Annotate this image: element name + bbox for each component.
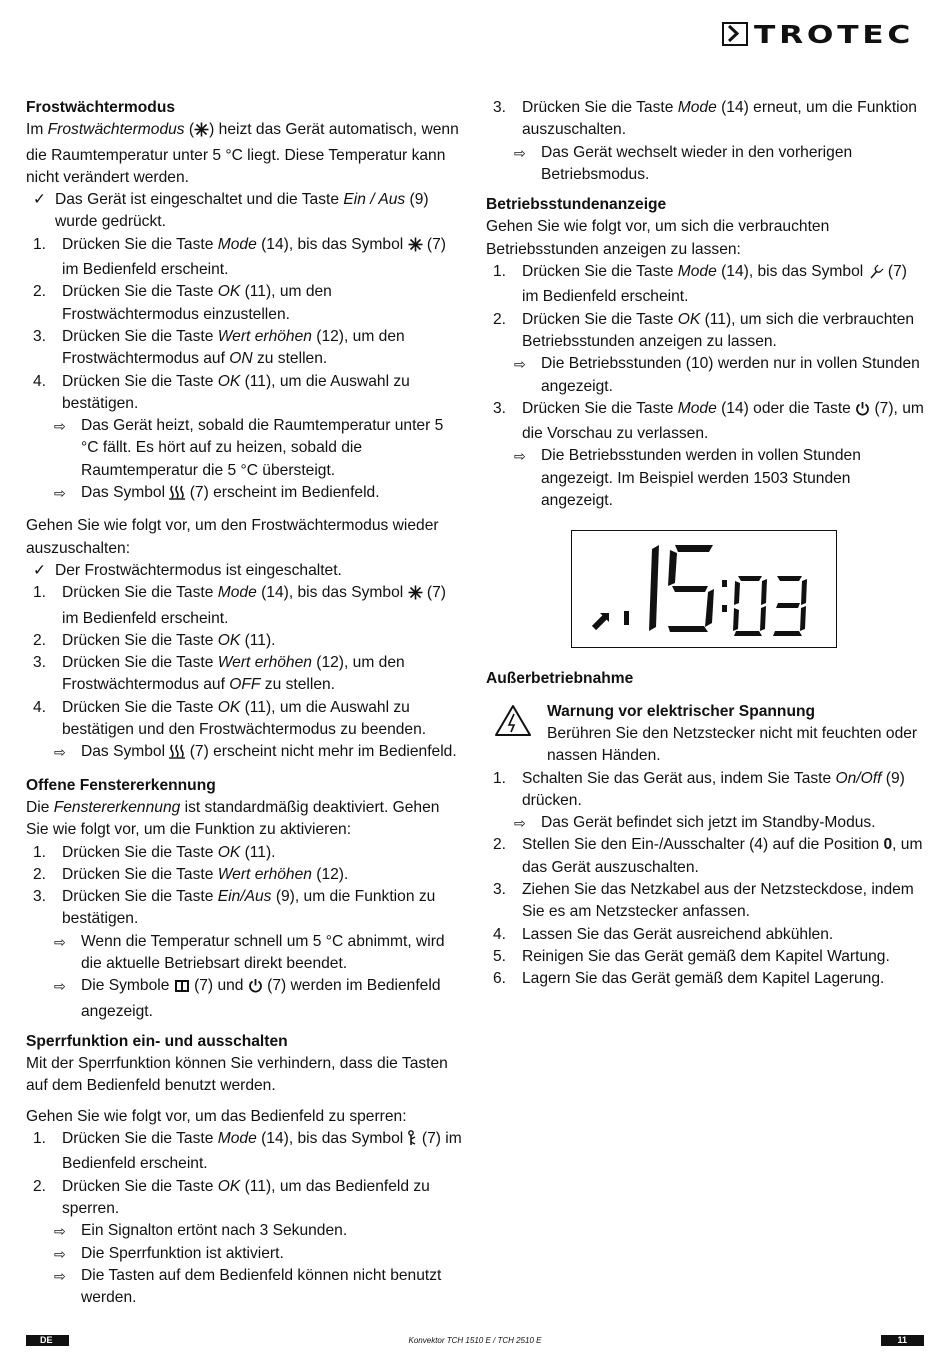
decom-step: 1. Schalten Sie das Gerät aus, indem Sie Taste On/Off (9) drücken. [493,769,905,809]
window-step: 2. Drücken Sie die Taste Wert erhöhen (12). [33,865,349,883]
lock-result: ⇨ Die Tasten auf dem Bedienfeld können nicht benutzt werden. [54,1266,442,1307]
power-icon [855,401,870,423]
frost-off-step: 4. Drücken Sie die Taste OK (11), um die Auswahl zu bestätigen und den Frostwächtermodus zu beenden. [33,698,427,739]
lock-result: ⇨ Ein Signalton ertönt nach 3 Sekunden. [26,1220,464,1242]
lock-step: 2. Drücken Sie die Taste OK (11), um das Bedienfeld zu sperren. [33,1177,430,1217]
decom-step: 6. Lagern Sie das Gerät gemäß dem Kapitel Lagerung. [493,970,885,988]
window-step: 3. Drücken Sie die Taste Ein/Aus (9), um die Funktion zu bestätigen. [33,888,436,928]
heading-lock: Sperrfunktion ein- und ausschalten [26,1032,288,1050]
result-arrow-icon: ⇨ [54,933,66,950]
frost-off-result: ⇨ Das Symbol (7) erscheint nicht mehr im Bedienfeld. [26,741,464,766]
right-column [486,97,926,991]
frost-off-step: 2. Drücken Sie die Taste OK (11). [33,631,276,649]
decom-step: 3. Ziehen Sie das Netzkabel aus der Netzsteckdose, indem Sie es am Netzstecker anfassen. [493,881,914,921]
frost-step: 3. Drücken Sie die Taste Wert erhöhen (12), um den Frostwächtermodus auf ON zu stellen. [33,327,405,368]
lcd-digit-5 [668,545,714,632]
key-icon [408,1130,418,1153]
result-arrow-icon: ⇨ [54,1245,66,1262]
heat-waves-icon [169,485,185,507]
lock-step: 1. Drücken Sie die Taste Mode (14), bis das Symbol (7) im Bedienfeld erscheint. [33,1130,462,1173]
heading-hours: Betriebsstundenanzeige [486,196,667,214]
power-icon [248,978,263,1000]
lock-result: ⇨ Das Gerät wechselt wieder in den vorherigen Betriebsmodus. [514,143,853,183]
footer-page-number: 11 [897,1335,907,1345]
lock-step: 3. Drücken Sie die Taste Mode (14) erneut, um die Funktion auszuschalten. [493,99,917,139]
lcd-wrench-indicator-icon [594,613,609,628]
frost-step: 1. Drücken Sie die Taste Mode (14), bis das Symbol (7) im Bedienfeld erscheint. [33,235,446,279]
snowflake-icon [408,237,423,259]
frost-off-precondition: ✓ Der Frostwächtermodus ist eingeschaltet. [26,560,464,582]
decom-step: 4. Lassen Sie das Gerät ausreichend abkühlen. [493,925,834,943]
trotec-logo [722,20,924,48]
result-arrow-icon: ⇨ [514,356,526,373]
hours-step: 3. Drücken Sie die Taste Mode (14) oder die Taste (7), um die Vorschau zu verlassen. [493,399,924,443]
heading-frost: Frostwächtermodus [26,99,176,116]
heading-decommission: Außerbetriebnahme [486,670,634,688]
frost-step: 4. Drücken Sie die Taste OK (11), um die Auswahl zu bestätigen. [33,372,410,412]
window-result: ⇨ Die Symbole (7) und (7) werden im Bedienfeld angezeigt. [54,977,441,1020]
open-window-icon [174,978,190,1000]
window-intro: Die Fenstererkennung ist standardmäßig deaktiviert. Gehen Sie wie folgt vor, um die Funktion zu aktivieren: [26,798,440,839]
result-arrow-icon: ⇨ [514,144,526,161]
logo-text: TROTEC [753,19,915,49]
frost-off-intro: Gehen Sie wie folgt vor, um den Frostwächtermodus wieder auszuschalten: [26,517,439,557]
result-arrow-icon: ⇨ [54,978,66,995]
frost-result: ⇨ Das Symbol (7) erscheint im Bedienfeld. [26,482,464,507]
lock-intro-2: Gehen Sie wie folgt vor, um das Bedienfeld zu sperren: [26,1107,407,1125]
footer-title: Konvektor TCH 1510 E / TCH 2510 E [69,1335,881,1346]
lcd-digit-3 [773,576,807,636]
heading-window: Offene Fenstererkennung [26,776,216,794]
wrench-icon [868,264,884,286]
frost-result: ⇨ Das Gerät heizt, sobald die Raumtemperatur unter 5 °C fällt. Es hört auf zu heizen, sobald die Raumtemperatur die 5 °C übersteigt. [54,417,444,479]
footer-language: DE [40,1335,53,1345]
result-arrow-icon: ⇨ [54,1267,66,1284]
result-arrow-icon: ⇨ [54,744,66,761]
snowflake-icon [194,122,209,144]
result-arrow-icon: ⇨ [54,418,66,435]
warning-title: Warnung vor elektrischer Spannung [547,702,816,720]
checkmark-icon: ✓ [33,191,47,209]
frost-step: 2. Drücken Sie die Taste OK (11), um den Frostwächtermodus einzustellen. [33,283,332,323]
checkmark-icon: ✓ [33,561,47,579]
hours-result: ⇨ Die Betriebsstunden werden in vollen Stunden angezeigt. Im Beispiel werden 1503 Stunden angezeigt. [514,447,861,510]
electrical-warning [486,701,926,768]
result-arrow-icon: ⇨ [54,485,66,502]
frost-intro: Im Frostwächtermodus ( ) heizt das Gerät automatisch, wenn die Raumtemperatur unter 5 °C liegt. Diese Temperatur kann nicht verändert werden. [26,121,459,186]
left-column [26,97,464,1309]
snowflake-icon [408,585,423,607]
lock-result: ⇨ Die Sperrfunktion ist aktiviert. [26,1243,464,1265]
logo-chevron-icon [722,22,748,46]
page-footer [26,1335,924,1346]
lcd-display [571,530,837,648]
hours-result: ⇨ Die Betriebsstunden (10) werden nur in vollen Stunden angezeigt. [514,355,920,395]
result-arrow-icon: ⇨ [514,448,526,465]
lock-intro: Mit der Sperrfunktion können Sie verhindern, dass die Tasten auf dem Bedienfeld benutzt werden. [26,1055,448,1095]
decom-step: 5. Reinigen Sie das Gerät gemäß dem Kapitel Wartung. [493,947,890,965]
frost-off-step: 1. Drücken Sie die Taste Mode (14), bis das Symbol (7) im Bedienfeld erscheint. [33,584,446,627]
hours-step: 2. Drücken Sie die Taste OK (11), um sich die verbrauchten Betriebsstunden anzeigen zu lassen. [493,310,915,350]
lcd-digit-1 [649,545,659,631]
decom-step: 2. Stellen Sie den Ein-/Ausschalter (4) auf die Position 0, um das Gerät auszuschalten. [493,836,923,876]
lcd-dot [624,611,629,625]
high-voltage-warning-icon [494,704,532,744]
frost-off-step: 3. Drücken Sie die Taste Wert erhöhen (12), um den Frostwächtermodus auf OFF zu stellen. [33,654,405,694]
hours-intro: Gehen Sie wie folgt vor, um sich die verbrauchten Betriebsstunden anzeigen zu lassen: [486,218,830,258]
lcd-digit-0 [733,576,767,636]
decom-result: ⇨ Das Gerät befindet sich jetzt im Standby-Modus. [486,812,926,834]
window-step: 1. Drücken Sie die Taste OK (11). [33,843,276,861]
result-arrow-icon: ⇨ [54,1223,66,1240]
warning-text: Berühren Sie den Netzstecker nicht mit feuchten oder nassen Händen. [547,724,918,765]
lcd-colon [722,580,727,612]
window-result: ⇨ Wenn die Temperatur schnell um 5 °C abnimmt, wird die aktuelle Betriebsart direkt beendet. [54,932,445,972]
hours-step: 1. Drücken Sie die Taste Mode (14), bis das Symbol (7) im Bedienfeld erscheint. [493,263,907,306]
heat-waves-icon [169,744,185,766]
result-arrow-icon: ⇨ [514,815,526,832]
frost-precondition: ✓ Das Gerät ist eingeschaltet und die Taste Ein / Aus (9) wurde gedrückt. [33,191,429,231]
